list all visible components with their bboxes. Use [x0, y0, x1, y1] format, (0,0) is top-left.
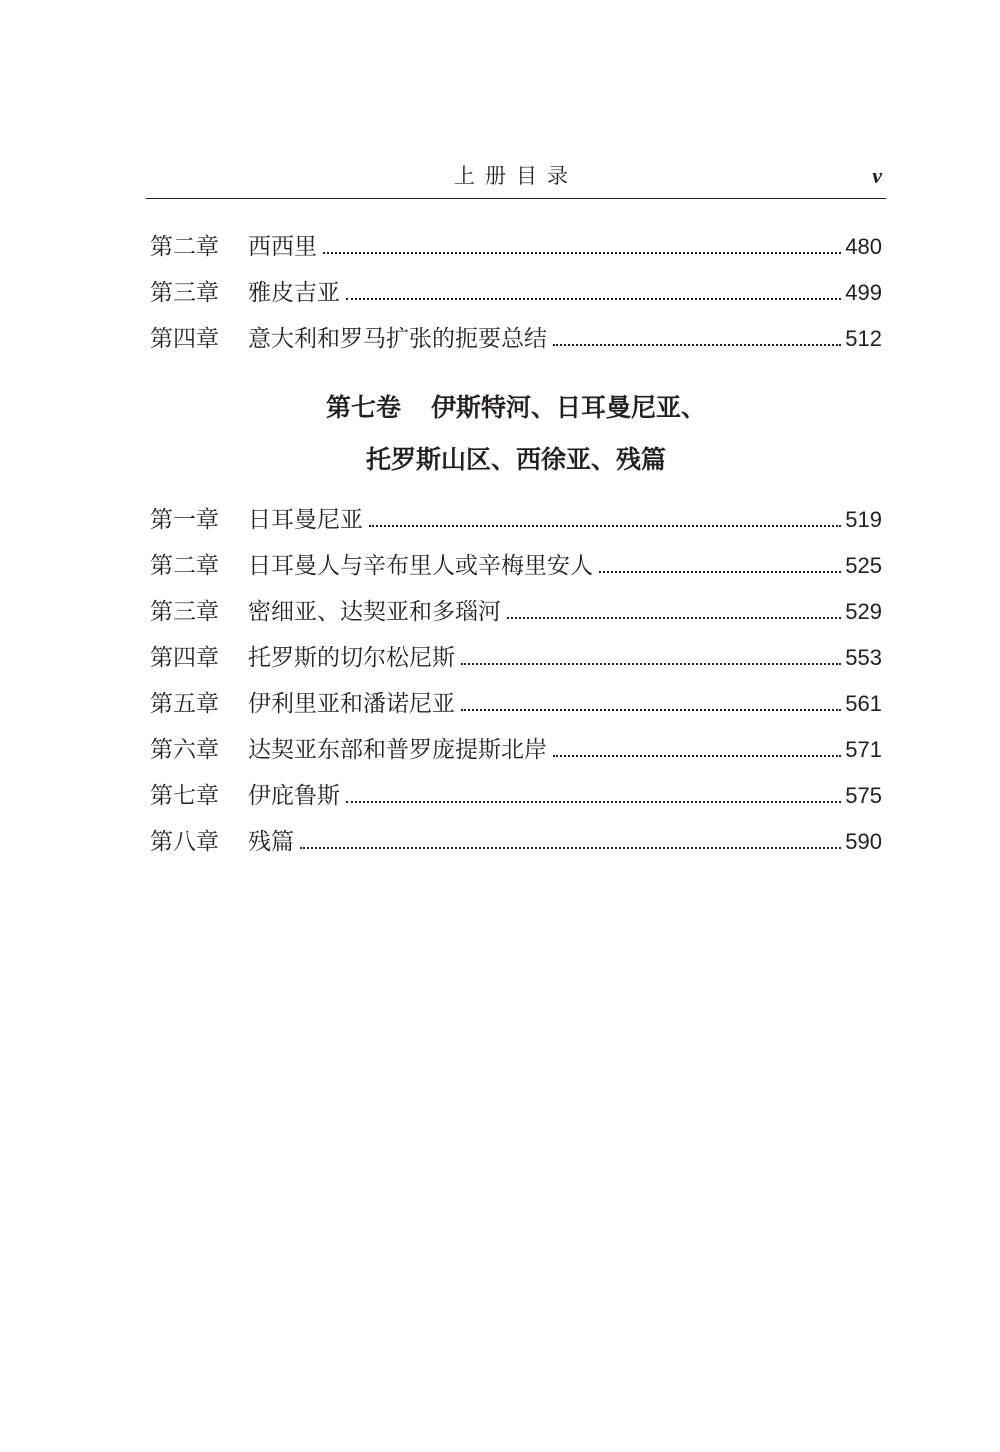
chapter-title: 西西里	[248, 234, 317, 260]
dot-leader	[300, 847, 841, 849]
page-number: 561	[845, 691, 882, 716]
chapter-number: 第六章	[150, 737, 219, 763]
dot-leader	[323, 252, 841, 254]
page-number: 590	[845, 829, 882, 854]
toc-entry[interactable]	[150, 719, 882, 765]
dot-leader	[553, 755, 841, 757]
page-number: 553	[845, 645, 882, 670]
volume-title-line2: 托罗斯山区、西徐亚、残篇	[365, 445, 666, 474]
page-number: 529	[845, 599, 882, 624]
volume-heading-line1	[146, 382, 886, 434]
chapter-number: 第七章	[150, 783, 219, 809]
dot-leader	[461, 663, 841, 665]
toc-entry[interactable]	[150, 308, 882, 354]
chapter-title: 日耳曼人与辛布里人或辛梅里安人	[248, 553, 593, 579]
chapter-number: 第三章	[150, 599, 219, 625]
chapter-title: 托罗斯的切尔松尼斯	[248, 645, 455, 671]
toc-entry[interactable]	[150, 489, 882, 535]
running-header	[146, 158, 886, 199]
toc-entry[interactable]	[150, 262, 882, 308]
toc-entry[interactable]	[150, 627, 882, 673]
chapter-number: 第五章	[150, 691, 219, 717]
page-number: 575	[845, 783, 882, 808]
page-number: 480	[845, 234, 882, 259]
toc-entry[interactable]	[150, 581, 882, 627]
toc-list-previous-volume	[150, 216, 882, 354]
toc-list-volume-7	[150, 489, 882, 857]
chapter-number: 第二章	[150, 553, 219, 579]
chapter-title: 意大利和罗马扩张的扼要总结	[248, 326, 547, 352]
toc-entry[interactable]	[150, 535, 882, 581]
chapter-title: 残篇	[248, 829, 294, 855]
chapter-title: 伊庇鲁斯	[248, 783, 340, 809]
page-number: 525	[845, 553, 882, 578]
chapter-title: 雅皮吉亚	[248, 280, 340, 306]
dot-leader	[369, 525, 841, 527]
toc-entry[interactable]	[150, 765, 882, 811]
toc-entry[interactable]	[150, 811, 882, 857]
chapter-number: 第一章	[150, 507, 219, 533]
header-page-number: v	[872, 163, 882, 188]
volume-title-line1: 伊斯特河、日耳曼尼亚、	[431, 393, 707, 422]
page-number: 519	[845, 507, 882, 532]
dot-leader	[553, 344, 841, 346]
page-number: 571	[845, 737, 882, 762]
chapter-title: 密细亚、达契亚和多瑙河	[248, 599, 501, 625]
dot-leader	[507, 617, 841, 619]
chapter-number: 第四章	[150, 645, 219, 671]
page-number: 512	[845, 326, 882, 351]
chapter-number: 第三章	[150, 280, 219, 306]
chapter-number: 第八章	[150, 829, 219, 855]
dot-leader	[346, 801, 841, 803]
chapter-title: 伊利里亚和潘诺尼亚	[248, 691, 455, 717]
header-title: 上册目录	[454, 164, 578, 188]
page-number: 499	[845, 280, 882, 305]
toc-entry[interactable]	[150, 216, 882, 262]
toc-entry[interactable]	[150, 673, 882, 719]
dot-leader	[461, 709, 841, 711]
chapter-number: 第二章	[150, 234, 219, 260]
dot-leader	[346, 298, 841, 300]
dot-leader	[599, 571, 841, 573]
chapter-title: 达契亚东部和普罗庞提斯北岸	[248, 737, 547, 763]
volume-label: 第七卷	[325, 393, 401, 422]
volume-heading	[146, 382, 886, 486]
chapter-number: 第四章	[150, 326, 219, 352]
chapter-title: 日耳曼尼亚	[248, 507, 363, 533]
